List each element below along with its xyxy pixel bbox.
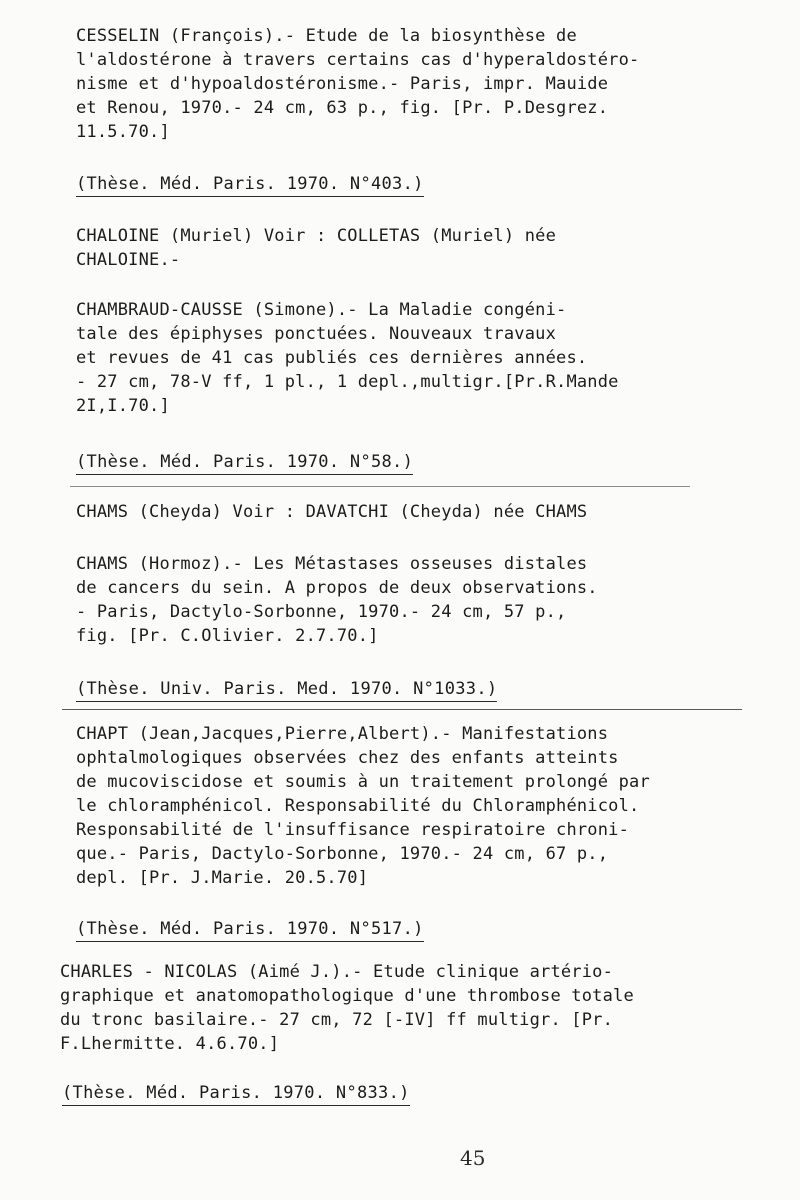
entry-line: CESSELIN (François).- Etude de la biosynthèse de	[76, 26, 577, 46]
entry-line: CHALOINE.-	[76, 250, 181, 270]
thesis-reference: (Thèse. Méd. Paris. 1970. N°517.)	[76, 918, 424, 942]
divider-rule	[70, 486, 690, 487]
entry-line: CHALOINE (Muriel) Voir : COLLETAS (Muriel) née	[76, 226, 557, 246]
entry-line: et Renou, 1970.- 24 cm, 63 p., fig. [Pr. P.Desgrez.	[76, 98, 609, 118]
entry-line: que.- Paris, Dactylo-Sorbonne, 1970.- 24 cm, 67 p.,	[76, 844, 609, 864]
entry-line: Responsabilité de l'insuffisance respiratoire chroni-	[76, 820, 630, 840]
entry-line: CHAMBRAUD-CAUSSE (Simone).- La Maladie congéni-	[76, 300, 567, 320]
entry-line: le chloramphénicol. Responsabilité du Chloramphénicol.	[76, 796, 640, 816]
entry-line: de mucoviscidose et soumis à un traitement prolongé par	[76, 772, 650, 792]
catalog-entry-chaloine	[76, 224, 556, 272]
catalog-entry-chams-hormoz	[76, 552, 598, 648]
entry-line: CHARLES - NICOLAS (Aimé J.).- Etude clinique artério-	[60, 962, 614, 982]
entry-line: depl. [Pr. J.Marie. 20.5.70]	[76, 868, 369, 888]
entry-line: - Paris, Dactylo-Sorbonne, 1970.- 24 cm, 57 p.,	[76, 602, 567, 622]
entry-line: du tronc basilaire.- 27 cm, 72 [-IV] ff multigr. [Pr.	[60, 1010, 614, 1030]
catalog-entry-charles-nicolas	[60, 960, 634, 1056]
entry-line: 11.5.70.]	[76, 122, 170, 142]
catalog-entry-chapt	[76, 722, 650, 890]
entry-line: CHAPT (Jean,Jacques,Pierre,Albert).- Manifestations	[76, 724, 609, 744]
catalog-entry-cesselin	[76, 24, 639, 144]
entry-line: CHAMS (Cheyda) Voir : DAVATCHI (Cheyda) née CHAMS	[76, 502, 588, 522]
thesis-reference: (Thèse. Méd. Paris. 1970. N°58.)	[76, 451, 413, 475]
page-number: 45	[460, 1146, 486, 1170]
entry-line: 2I,I.70.]	[76, 396, 170, 416]
entry-line: - 27 cm, 78-V ff, 1 pl., 1 depl.,multigr.[Pr.R.Mande	[76, 372, 619, 392]
thesis-reference: (Thèse. Univ. Paris. Med. 1970. N°1033.)	[76, 678, 497, 702]
thesis-reference: (Thèse. Méd. Paris. 1970. N°833.)	[62, 1082, 410, 1106]
entry-line: nisme et d'hypoaldostéronisme.- Paris, impr. Mauide	[76, 74, 609, 94]
entry-line: graphique et anatomopathologique d'une thrombose totale	[60, 986, 634, 1006]
entry-line: tale des épiphyses ponctuées. Nouveaux travaux	[76, 324, 557, 344]
divider-rule	[62, 709, 742, 710]
entry-line: F.Lhermitte. 4.6.70.]	[60, 1034, 280, 1054]
catalog-entry-chams-cheyda	[76, 500, 587, 524]
entry-line: l'aldostérone à travers certains cas d'hyperaldostéro-	[76, 50, 640, 70]
entry-line: et revues de 41 cas publiés ces dernières années.	[76, 348, 588, 368]
entry-line: CHAMS (Hormoz).- Les Métastases osseuses distales	[76, 554, 588, 574]
thesis-reference: (Thèse. Méd. Paris. 1970. N°403.)	[76, 173, 424, 197]
entry-line: ophtalmologiques observées chez des enfants atteints	[76, 748, 619, 768]
bleed-through-decoration	[680, 860, 740, 900]
entry-line: de cancers du sein. A propos de deux observations.	[76, 578, 598, 598]
entry-line: fig. [Pr. C.Olivier. 2.7.70.]	[76, 626, 379, 646]
catalog-entry-chambraud-causse	[76, 298, 619, 418]
